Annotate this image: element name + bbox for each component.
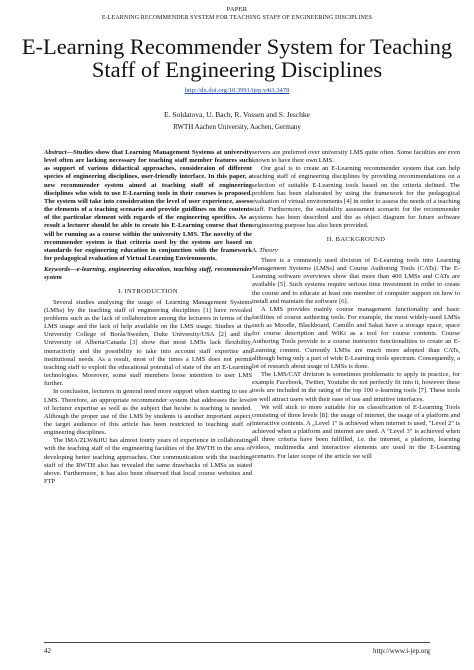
right-paragraph-1: servers are preferred over university LMS quite often. Some faculties are even known to have their own LMS.	[252, 149, 460, 165]
theory-paragraph-3: The LMS/CAT division is sometimes problematic to apply in practice, for example Facebook, Twitter, Youtube do not perfectly fit into it, however these tools are included in the rating of the top 100 e-learning tools [7]. These tools as well attract users with their ease of use and intuitive interfaces.	[252, 371, 460, 403]
abstract	[44, 149, 252, 263]
affiliation: RWTH Aachen University, Aachen, Germany	[173, 123, 301, 131]
theory-paragraph-1: There is a commonly used division of E-Learning tools into Learning Management Systems (LMSs) and Course Authoring Tools (CATs). The E-Learning software overviews show that more than 400 LMSs and CATs are available [5]. Such systems require serious time investment in order to create the course and to educate at least one member of computer support on how to install and maintain the software [6].	[252, 256, 460, 305]
right-column	[252, 149, 460, 461]
abstract-text: —Studies show that Learning Management Systems at university level often are lacking necessary for teaching staff member features such as support of various didactical approaches, consideraion of different species of engineering disciplines, user-friendly interface. In this paper, a new recommender system aimed at teaching staff of engineering disciplines who wish to use E-Learning tools in their courses is proposed. The system will take into consideration the level of user experience, assess the elements of a teaching scenario and provide guidlines on the contents of the particular element with regards of the engineering specifics. As a result a lecturer should be able to create his E-Learning course that then will be running as a course within the university LMS. The novelty of the recommender system is that criteria used by the system are based on standards for engineering education in conjunction with the framework for pedagogical evaluation of Virtual Learning Environments.	[44, 149, 252, 263]
right-paragraph-2: Our goal is to create an E-Learning recommender system that can help teaching staff of engineering disciplines by providing recommendations on a selection of suitable E-Learning tools based on the criteria defined. The problem has been elaborated by using the framework for the pedagogical evaluation of virtual environments [4] in order to assess the needs of a teaching staff. Furthermore, the suitability assessment scenario for the recommender systems has been described and the as object diagram for future software engineering purpose has also been provided.	[252, 165, 460, 230]
authors: E. Soldatova, U. Bach, R. Vossen and S. Jeschke	[164, 110, 310, 119]
journal-website[interactable]: http://www.i-jep.org	[373, 647, 430, 655]
intro-paragraph-2: In conclusion, lecturers in general need more support when starting to use a LMS. Therefore, an appropriate recommender system that addresses the level of lecturer expertise as well as the subject that he/she is teaching is needed. Although the proper use of the LMS by students is another important aspect, the target audience of this article has been restricted to teaching staff of engineering disciplines.	[44, 388, 252, 437]
abstract-lead: Abstract	[44, 149, 67, 156]
keywords: Keywords—e-learning, engineering education, teaching staff, recommender system	[44, 266, 252, 282]
section-heading-introduction: I. INTRODUCTION	[118, 287, 178, 295]
subsection-heading-theory: A. Theory	[252, 246, 278, 254]
left-column	[44, 149, 252, 486]
intro-paragraph-3: The IMA/ZLW&IfU has almost fourty years of experience in collaborating with the teaching staff of the engineering faculties of the RWTH in the area of developing better teaching approaches. Our communication with the teaching staff of the RWTH also has revealed the same drawbacks of LMSs as stated above. Furthermore, it has also been observed that local course websites and FTP	[44, 437, 252, 486]
doi-link[interactable]: http://dx.doi.org/10.3991/ijep.v4i3.3478	[184, 87, 290, 94]
theory-paragraph-2: A LMS provides mainly course management functionality and basic facilities of course authoring tools. For example, the most widely-used LMSs such as Moodle, Blackboard, Camillo and Sakai have a storage space, space for course description and WiKi as a tool for course contents. Course Authoring Tools provide to a course instructor functionalities to create an E-Learning content. Currently LMSs are much more adopted than CATs, although being only a part of wide E-Learning tools spectrum. Consequently, a lot of research about usage of LMSs is done.	[252, 305, 460, 370]
paper-title: E-Learning Recommender System for Teaching Staff of Engineering Disciplines	[21, 34, 453, 82]
section-heading-background: II. BACKGROUND	[326, 235, 386, 243]
journal-running-title: E-LEARNING RECOMMENDER SYSTEM FOR TEACHING STAFF OF ENGINEERING DISCIPLINES	[101, 15, 373, 21]
page-number: 42	[44, 647, 51, 655]
paper-label: PAPER	[226, 6, 248, 13]
intro-paragraph-1: Several studies analysing the usage of Learning Management Systems (LMSs) by the teaching staff of engineering disciplines [1] have revealed problems such as the lack of collaboration among the lecturers in terms of the LMS usage and the lack of help available on the LMS usage. Studies at the University College of Borås/Sweden, Duke University/USA [2] and the University of Alberta/Canada [3] show that most LMSs lack flexibility, interactivity and the possibility to take into account staff expertise and institutional needs. As a result, most of the times a LMS does not permit teaching staff to exploit the educational potential of state of the art E-Learning technologies. Moreover, some staff members loose intention to user LMS further.	[44, 298, 252, 388]
theory-paragraph-4: We will stick to more suitable for us classification of E-Learning Tools consisting of three levels [8]: the usage of internet, the usage of a platform and interactive contents. A „Level 1" is achieved when internet is used, "Level 2" is achieved when a platform and internet are used. A "Level 3" is achieved when all three criteria have been fulfilled, i.e. the internet, a platform, learning videos, multimedia and interactive elements are used in the E-Learning scenario. For later scope of the article we will	[252, 403, 460, 460]
footer-divider	[44, 642, 430, 643]
